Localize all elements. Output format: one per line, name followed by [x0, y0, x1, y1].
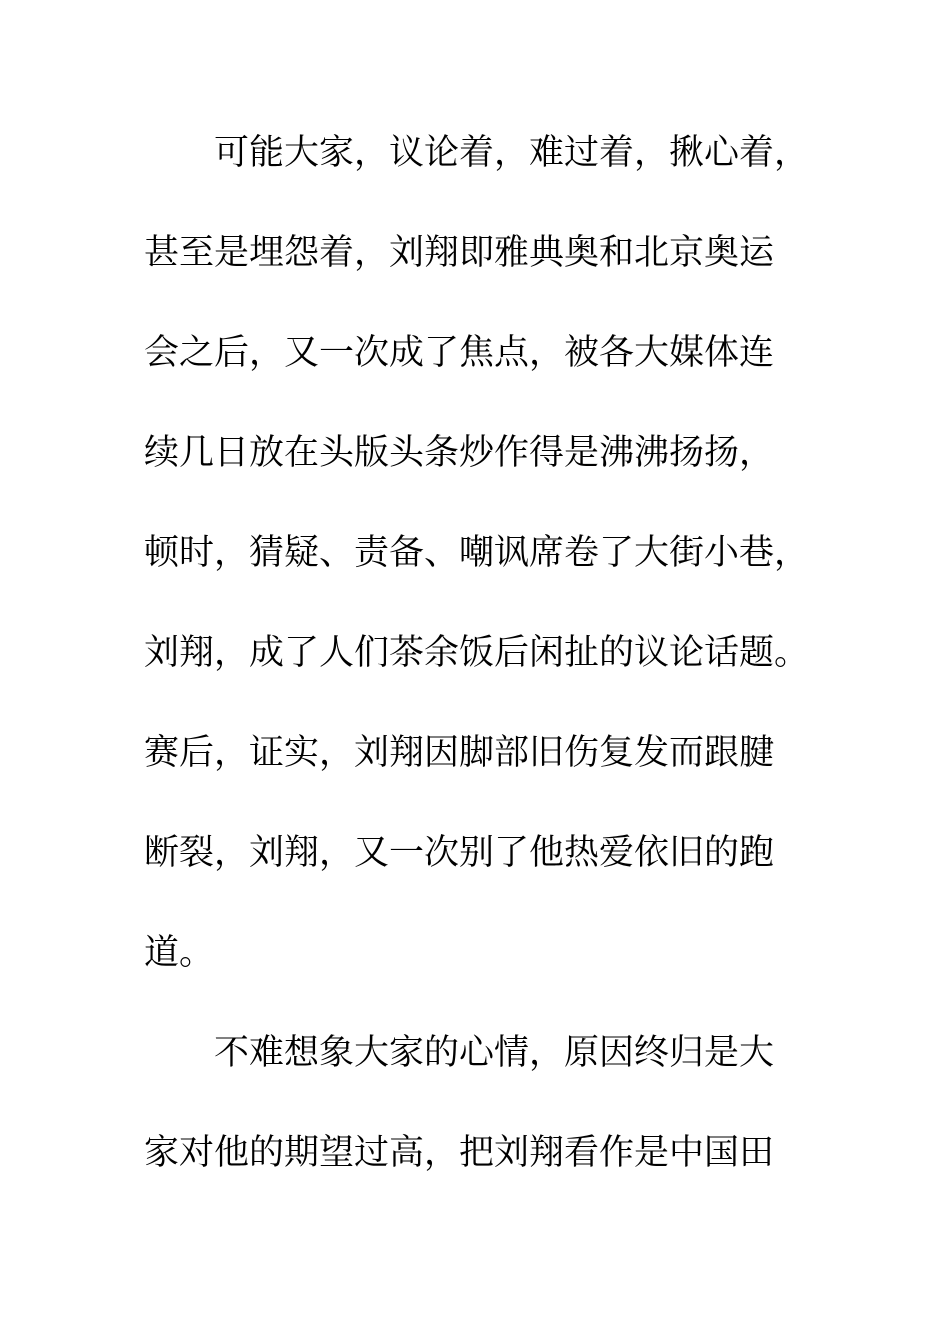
text-line: 家对他的期望过高，把刘翔看作是中国田	[144, 1133, 775, 1173]
text-line: 可能大家，议论着，难过着，揪心着，	[214, 133, 810, 173]
text-line: 顿时，猜疑、责备、嘲讽席卷了大街小巷，	[144, 533, 810, 573]
text-line: 道。	[144, 933, 215, 973]
text-line: 不难想象大家的心情，原因终归是大	[214, 1033, 775, 1073]
text-line: 赛后，证实，刘翔因脚部旧伤复发而跟腱	[144, 733, 775, 773]
text-line: 刘翔，成了人们茶余饭后闲扯的议论话题。	[144, 633, 810, 673]
text-line: 续几日放在头版头条炒作得是沸沸扬扬，	[144, 433, 775, 473]
text-line: 甚至是埋怨着，刘翔即雅典奥和北京奥运	[144, 233, 775, 273]
text-line: 断裂，刘翔，又一次别了他热爱依旧的跑	[144, 833, 775, 873]
text-line: 会之后，又一次成了焦点，被各大媒体连	[144, 333, 775, 373]
